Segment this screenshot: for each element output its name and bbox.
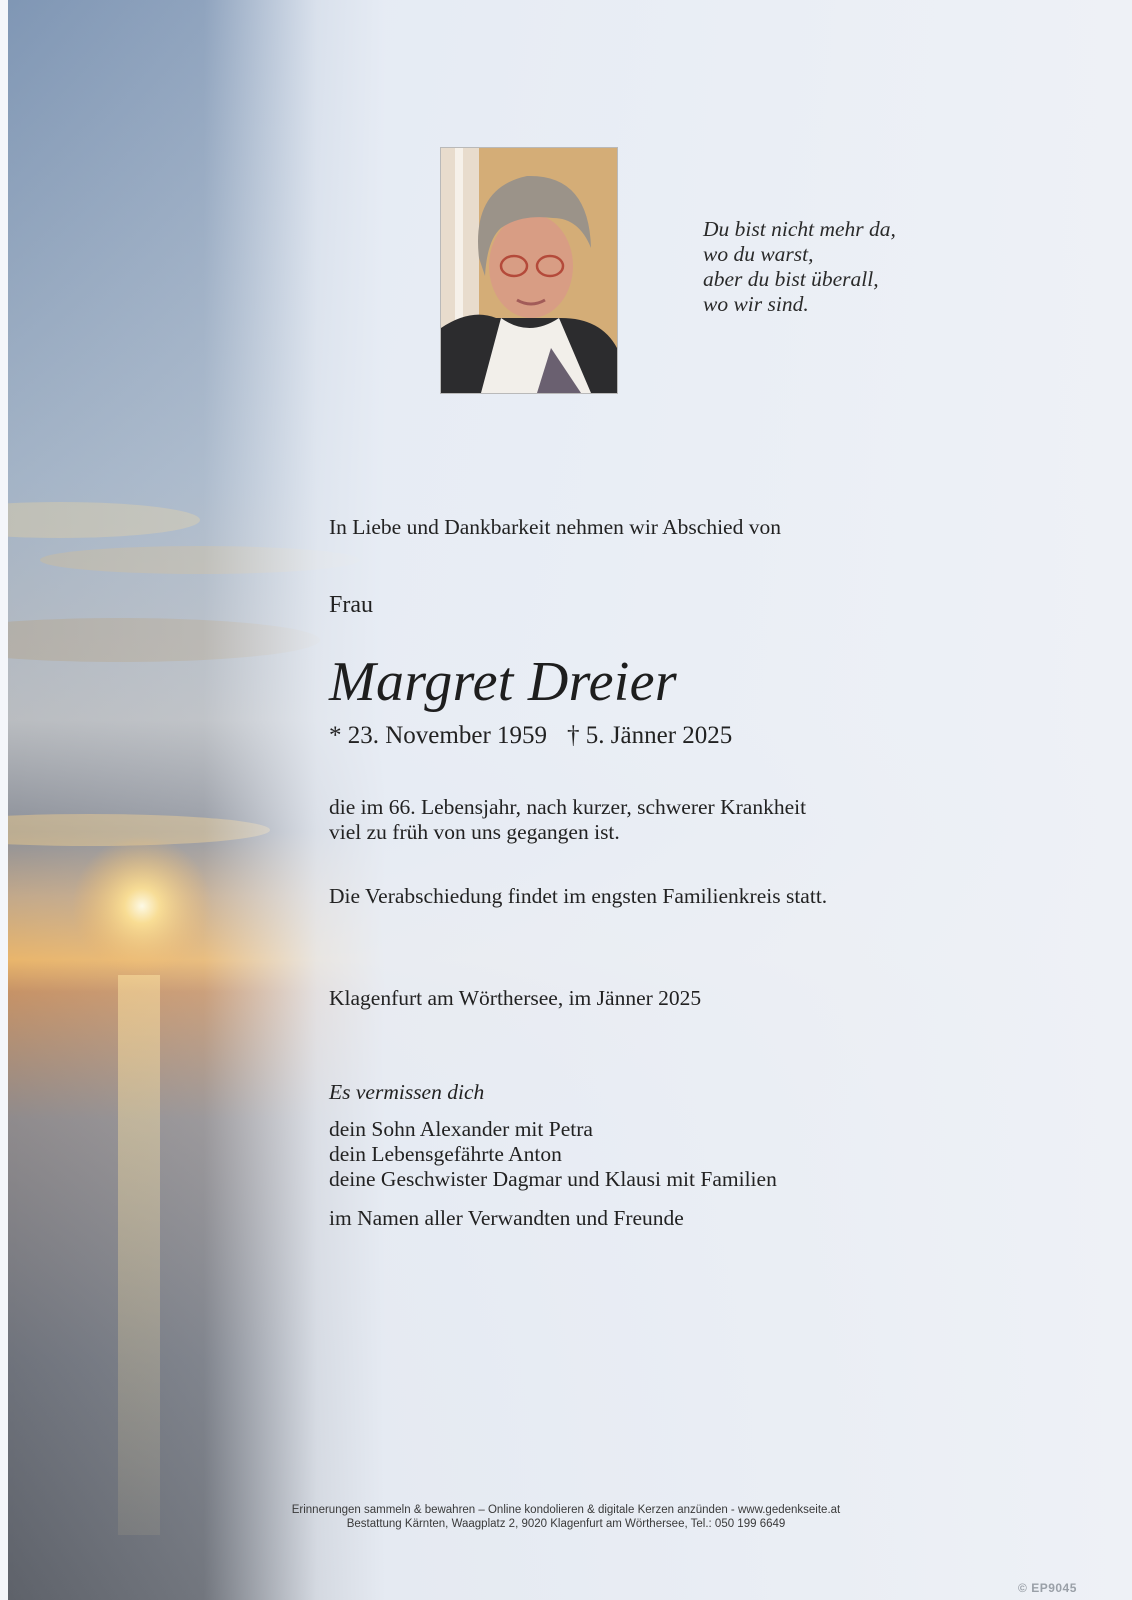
quote-line: Du bist nicht mehr da, [703,217,896,241]
closing-line: im Namen aller Verwandten und Freunde [329,1206,684,1230]
mourner-line: dein Lebensgefährte Anton [329,1142,562,1166]
sentence-line: viel zu früh von uns gegangen ist. [329,820,620,844]
mourner-line: dein Sohn Alexander mit Petra [329,1117,593,1141]
mourners-heading: Es vermissen dich [329,1080,485,1104]
page-left-edge [0,0,8,1600]
life-dates [329,722,732,750]
sentence-line: die im 66. Lebensjahr, nach kurzer, schwerer Krankheit [329,795,807,819]
passing-sentence [329,795,806,845]
memorial-quote [703,217,1003,317]
template-code-value: EP9045 [1031,1581,1077,1595]
quote-line: wo du warst, [703,242,814,266]
quote-line: aber du bist überall, [703,267,879,291]
salutation: Frau [329,592,373,618]
footer-line: Erinnerungen sammeln & bewahren – Online kondolieren & digitale Kerzen anzünden - www.gedenkseite.at [291,1504,841,1516]
mourners-list [329,1117,777,1192]
footer [0,1503,1132,1531]
farewell-info: Die Verabschiedung findet im engsten Familienkreis statt. [329,884,828,908]
portrait-photo [440,147,618,394]
birth-date: * 23. November 1959 [329,722,548,749]
template-code: © EP9045 [1018,1581,1077,1595]
place-and-date: Klagenfurt am Wörthersee, im Jänner 2025 [329,986,702,1010]
footer-line: Bestattung Kärnten, Waagplatz 2, 9020 Klagenfurt am Wörthersee, Tel.: 050 199 6649 [346,1518,786,1530]
quote-line: wo wir sind. [703,292,809,316]
mourner-line: deine Geschwister Dagmar und Klausi mit Familien [329,1167,777,1191]
intro-text: In Liebe und Dankbarkeit nehmen wir Abschied von [329,515,781,539]
death-date: † 5. Jänner 2025 [567,722,733,749]
deceased-name: Margret Dreier [329,651,677,713]
